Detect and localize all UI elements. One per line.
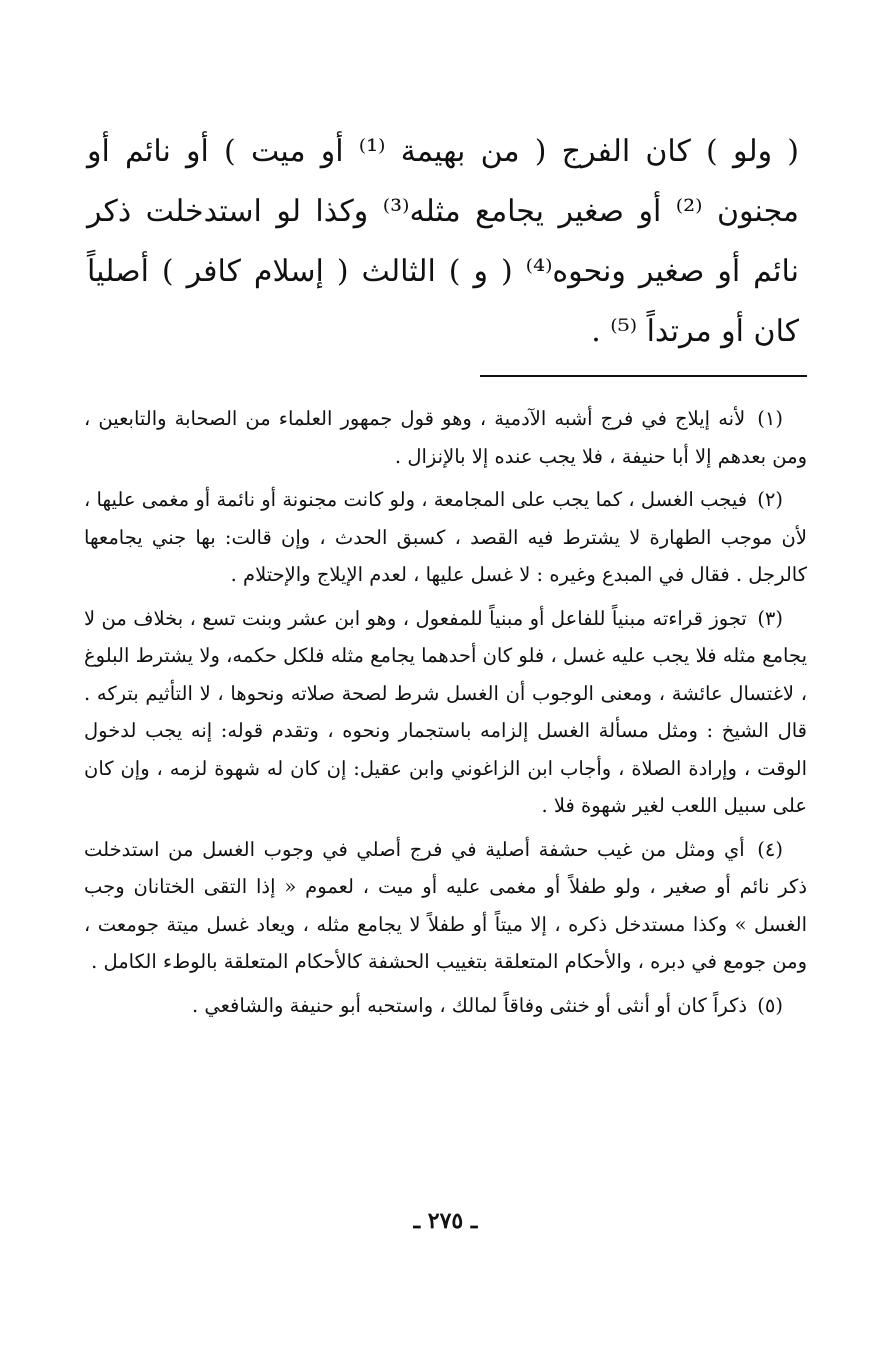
footnote-separator: [480, 375, 807, 377]
footnote-3: [84, 600, 807, 825]
footnote-number: (١): [757, 407, 783, 430]
footnote-number: (٥): [757, 993, 783, 1017]
footnote-4: [84, 831, 807, 981]
footnote-text: أي ومثل من غيب حشفة أصلية في فرج أصلي في وجوب الغسل من استدخلت ذكر نائم أو صغير ، ولو طفلاً أو مغمى عليه أو ميت ، لعموم « إذا التقى الختانان وجب الغسل » وكذا مستدخل ذكره ، إلا ميتاً أو طفلاً لا يجامع مثله ، ويعاد غسل ميتة جومعت ، ومن جومع في دبره ، والأحكام المتعلقة بتغييب الحشفة كالأحكام المتعلقة بالوطء الكامل .: [84, 837, 807, 973]
footnote-text: فيجب الغسل ، كما يجب على المجامعة ، ولو كانت مجنونة أو نائمة أو مغمى عليها ، لأن موجب الطهارة لا يشترط فيه القصد ، كسبق الحدث ، وإن قالت: بها جني يجامعها كالرجل . فقال في المبدع وغيره : لا غسل عليها ، لعدم الإيلاج والإحتلام .: [84, 488, 807, 586]
footnotes: [84, 400, 807, 1030]
main-paragraph: ( ولو ) كان الفرج ( من بهيمة ⁽¹⁾ أو ميت ) أو نائم أو مجنون ⁽²⁾ أو صغير يجامع مثله⁽³⁾ وكذا لو استدخلت ذكر نائم أو صغير ونحوه⁽⁴⁾ ( و ) الثالث ( إسلام كافر ) أصلياً كان أو مرتداً ⁽⁵⁾ .: [87, 134, 800, 349]
footnote-5: [84, 987, 807, 1025]
main-text: [87, 122, 799, 362]
footnote-text: ذكراً كان أو أنثى أو خنثى وفاقاً لمالك ، واستحبه أبو حنيفة والشافعي .: [191, 993, 748, 1017]
footnote-2: [84, 481, 807, 594]
footnote-text: لأنه إيلاج في فرج أشبه الآدمية ، وهو قول جمهور العلماء من الصحابة والتابعين ، ومن بعدهم إلا أبا حنيفة ، فلا يجب عنده إلا بالإنزال .: [84, 407, 807, 468]
footnote-number: (٣): [757, 606, 784, 630]
page-number: ـ ٢٧٥ ـ: [413, 1208, 478, 1234]
footnote-number: (٤): [757, 837, 783, 861]
footnote-number: (٢): [757, 488, 783, 511]
footnote-text: تجوز قراءته مبنياً للفاعل أو مبنياً للمفعول ، وهو ابن عشر وبنت تسع ، بخلاف من لا يجامع مثله فلا يجب عليه غسل ، فلو كان أحدهما يجامع مثله فلكل حكمه، ولا يشترط البلوغ ، لاغتسال عائشة ، ومعنى الوجوب أن الغسل شرط لصحة صلاته ونحوها ، لا التأثيم بتركه . قال الشيخ : ومثل مسألة الغسل إلزامه باستجمار ونحوه ، وتقدم قوله: إنه يجب لدخول الوقت ، وإرادة الصلاة ، وأجاب ابن الزاغوني وابن عقيل: إن كان له شهوة لزمه ، وإن كان على سبيل اللعب لغير شهوة فلا .: [84, 606, 807, 817]
footnote-1: [84, 400, 807, 475]
